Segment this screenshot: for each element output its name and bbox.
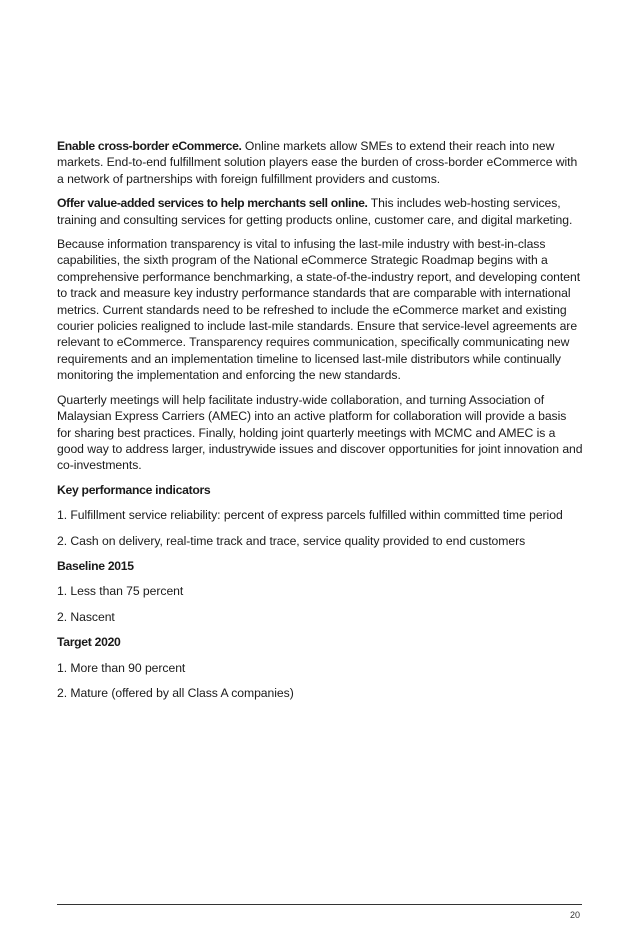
- kpi-item: 1. Fulfillment service reliability: percent of express parcels fulfilled within committed time period: [57, 508, 563, 523]
- paragraph-lead: Offer value-added services to help merchants sell online.: [57, 196, 368, 211]
- paragraph-cross-border: [57, 138, 583, 187]
- baseline-item: 1. Less than 75 percent: [57, 584, 184, 599]
- paragraph-text: Online markets allow SMEs to extend their reach into new markets. End-to-end fulfillment solution players ease the burden of cross-border eCommerce with a network of partnerships with foreign fulfillment providers and customs.: [57, 139, 578, 186]
- document-body: [57, 138, 583, 710]
- kpi-item: 2. Cash on delivery, real-time track and trace, service quality provided to end customers: [57, 533, 526, 548]
- paragraph-quarterly-meetings: Quarterly meetings will help facilitate industry-wide collaboration, and turning Association of Malaysian Express Carriers (AMEC) into an active platform for collaboration will provide a basis for sharing best practices. Finally, holding joint quarterly meetings with MCMC and AMEC is a good way to address larger, industrywide issues and discover opportunities for joint innovation and co-investments.: [57, 392, 583, 473]
- paragraph-transparency: Because information transparency is vital to infusing the last-mile industry with best-in-class capabilities, the sixth program of the National eCommerce Strategic Roadmap begins with a comprehensive performance benchmarking, a state-of-the-industry report, and developing content to track and measure key industry performance standards that are comparable with international metrics. Current standards need to be refreshed to include the eCommerce market and existing courier policies realigned to include last-mile standards. Ensure that service-level agreements are relevant to eCommerce. Transparency requires communication, specifically communicating new requirements and an implementation timeline to licensed last-mile distributors while continually monitoring the implementation and enforcing the new standards.: [57, 237, 581, 383]
- paragraph-text: This includes web-hosting services, training and consulting services for getting products online, customer care, and digital marketing.: [57, 196, 573, 227]
- target-heading: Target 2020: [57, 635, 121, 650]
- target-item: 1. More than 90 percent: [57, 660, 186, 675]
- page-number: 20: [569, 910, 580, 920]
- paragraph-lead: Enable cross-border eCommerce.: [57, 139, 242, 153]
- baseline-heading: Baseline 2015: [57, 558, 134, 573]
- baseline-item: 2. Nascent: [57, 609, 115, 624]
- footer-divider: [57, 904, 582, 905]
- target-item: 2. Mature (offered by all Class A companies): [57, 685, 294, 700]
- paragraph-value-added: [57, 195, 583, 228]
- kpi-heading: Key performance indicators: [57, 482, 211, 497]
